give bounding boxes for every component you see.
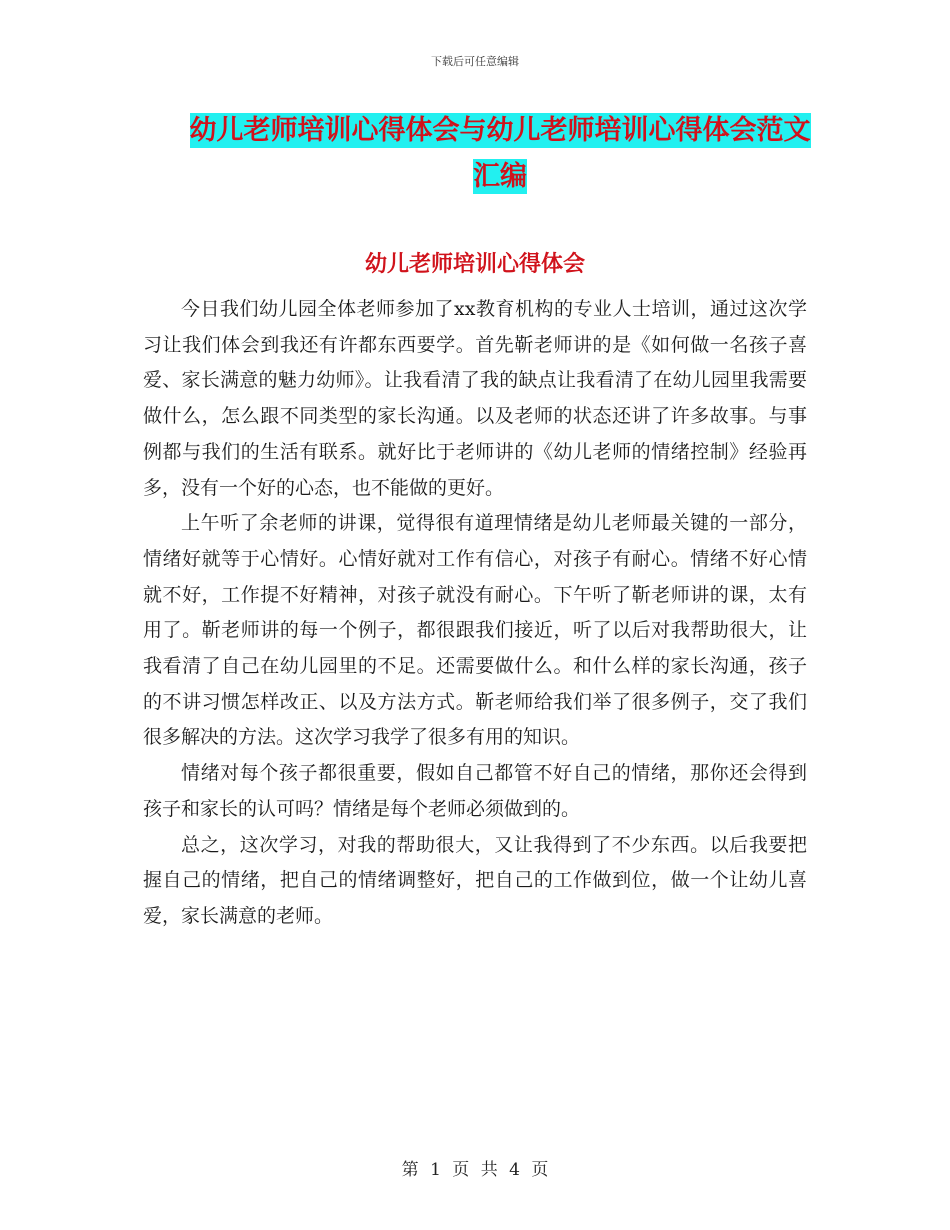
paragraph: 情绪对每个孩子都很重要，假如自己都管不好自己的情绪，那你还会得到孩子和家长的认可吗？情绪是每个老师必须做到的。 (143, 762, 807, 820)
document-title-line1: 幼儿老师培训心得体会与幼儿老师培训心得体会范文 (189, 115, 811, 146)
paragraph: 上午听了余老师的讲课，觉得很有道理情绪是幼儿老师最关键的一部分，情绪好就等于心情好。心情好就对工作有信心，对孩子有耐心。情绪不好心情就不好，工作提不好精神，对孩子就没有耐心。下午听了靳老师讲的课，太有用了。靳老师讲的每一个例子，都很跟我们接近，听了以后对我帮助很大，让我看清了自己在幼儿园里的不足。还需要做什么。和什么样的家长沟通，孩子的不讲习惯怎样改正、以及方法方式。靳老师给我们举了很多例子，交了我们很多解决的方法。这次学习我学了很多有用的知识。 (143, 512, 807, 749)
document-title-line2: 汇编 (473, 161, 527, 192)
paragraph: 总之，这次学习，对我的帮助很大，又让我得到了不少东西。以后我要把握自己的情绪，把自己的情绪调整好，把自己的工作做到位，做一个让幼儿喜爱，家长满意的老师。 (143, 833, 807, 927)
page-footer: 第 1 页 共 4 页 (401, 1160, 549, 1180)
paragraph: 今日我们幼儿园全体老师参加了xx教育机构的专业人士培训，通过这次学习让我们体会到我还有许都东西要学。首先靳老师讲的是《如何做一名孩子喜爱、家长满意的魅力幼师》。让我看清了我的缺点让我看清了在幼儿园里我需要做什么，怎么跟不同类型的家长沟通。以及老师的状态还讲了许多故事。与事例都与我们的生活有联系。就好比于老师讲的《幼儿老师的情绪控制》经验再多，没有一个好的心态，也不能做的更好。 (143, 298, 807, 499)
section-title: 幼儿老师培训心得体会 (364, 251, 585, 277)
body-text (143, 292, 807, 935)
document-title (150, 108, 850, 200)
page-header-note: 下载后可任意编辑 (431, 55, 519, 68)
